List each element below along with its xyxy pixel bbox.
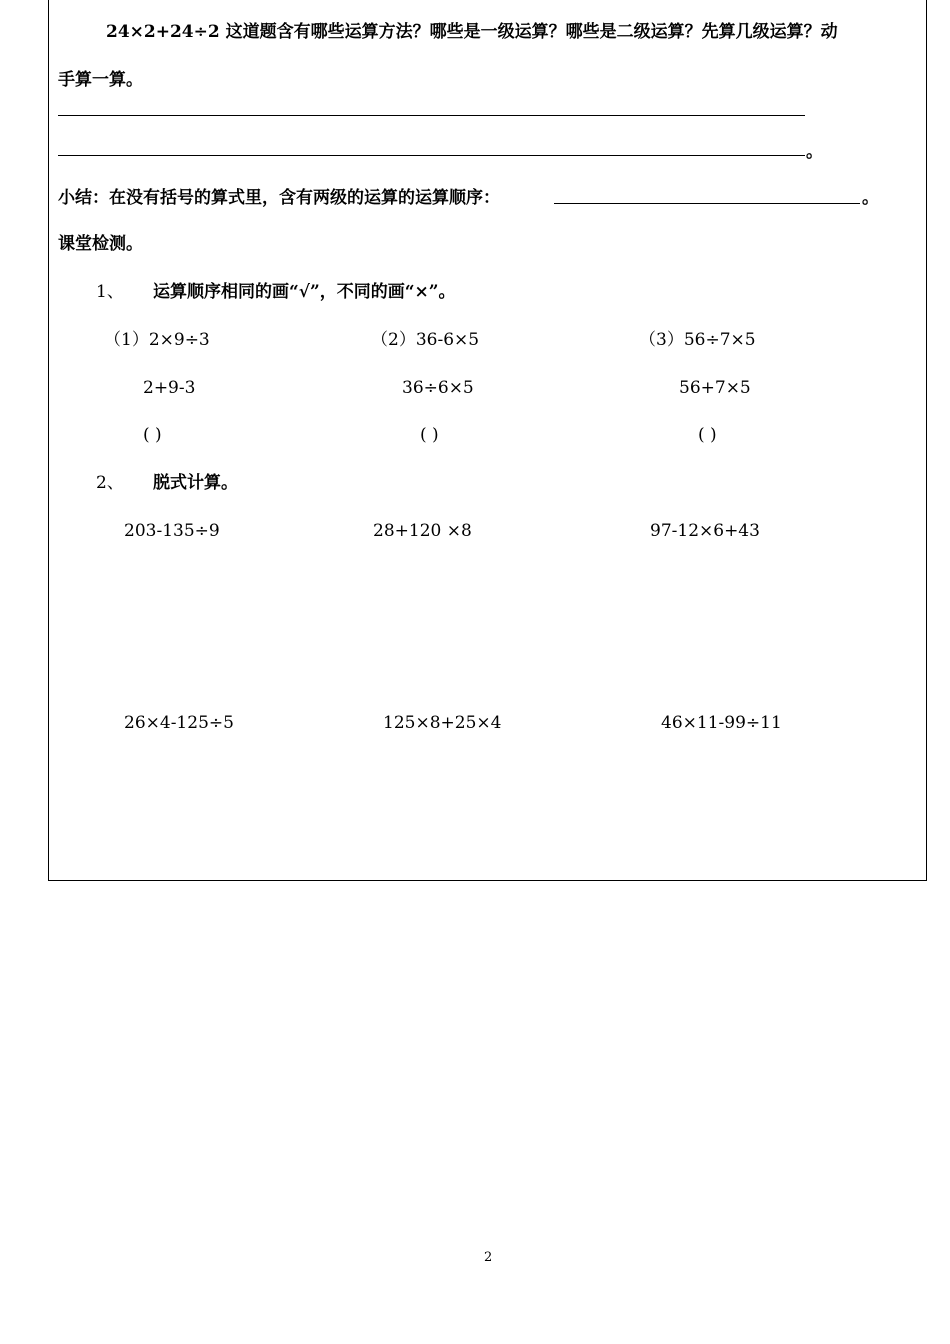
q2-title: 脱式计算。 (153, 473, 238, 493)
worksheet-frame (48, 0, 927, 881)
q1-item3-label: （3）56÷7×5 (639, 330, 756, 350)
q1-number: 1、 (96, 282, 124, 302)
q1-item2-label: （2）36-6×5 (371, 330, 480, 350)
page-number: 2 (484, 1250, 493, 1265)
q1-item1-answer-box[interactable]: ( ) (143, 425, 162, 445)
intro-question-line2: 手算一算。 (58, 70, 143, 90)
q1-item3-answer-box[interactable]: ( ) (698, 425, 717, 445)
answer-line-2 (58, 155, 805, 156)
q1-item2-answer-box[interactable]: ( ) (420, 425, 439, 445)
q1-item2-compare: 36÷6×5 (402, 378, 474, 398)
summary-end-mark: 。 (862, 188, 879, 208)
q2-expr-4: 26×4-125÷5 (124, 713, 234, 733)
q2-expr-2: 28+120 ×8 (373, 521, 472, 541)
answer-line-end-mark: 。 (806, 142, 823, 162)
intro-question-line1: 24×2+24÷2 这道题含有哪些运算方法？哪些是一级运算？哪些是二级运算？先算几级运算？动 (106, 22, 838, 42)
q1-item1-compare: 2+9-3 (143, 378, 196, 398)
q2-number: 2、 (96, 473, 124, 493)
q2-expr-3: 97-12×6+43 (650, 521, 760, 541)
summary-blank-line (554, 203, 860, 204)
q2-expr-1: 203-135÷9 (124, 521, 220, 541)
section-title: 课堂检测。 (58, 234, 143, 254)
q1-item3-compare: 56+7×5 (679, 378, 751, 398)
q2-expr-5: 125×8+25×4 (383, 713, 502, 733)
q1-title: 运算顺序相同的画“√”，不同的画“×”。 (153, 282, 456, 302)
q1-item1-label: （1）2×9÷3 (104, 330, 210, 350)
q2-expr-6: 46×11-99÷11 (661, 713, 782, 733)
summary-text: 小结：在没有括号的算式里，含有两级的运算的运算顺序： (58, 188, 500, 208)
answer-line-1 (58, 115, 805, 116)
